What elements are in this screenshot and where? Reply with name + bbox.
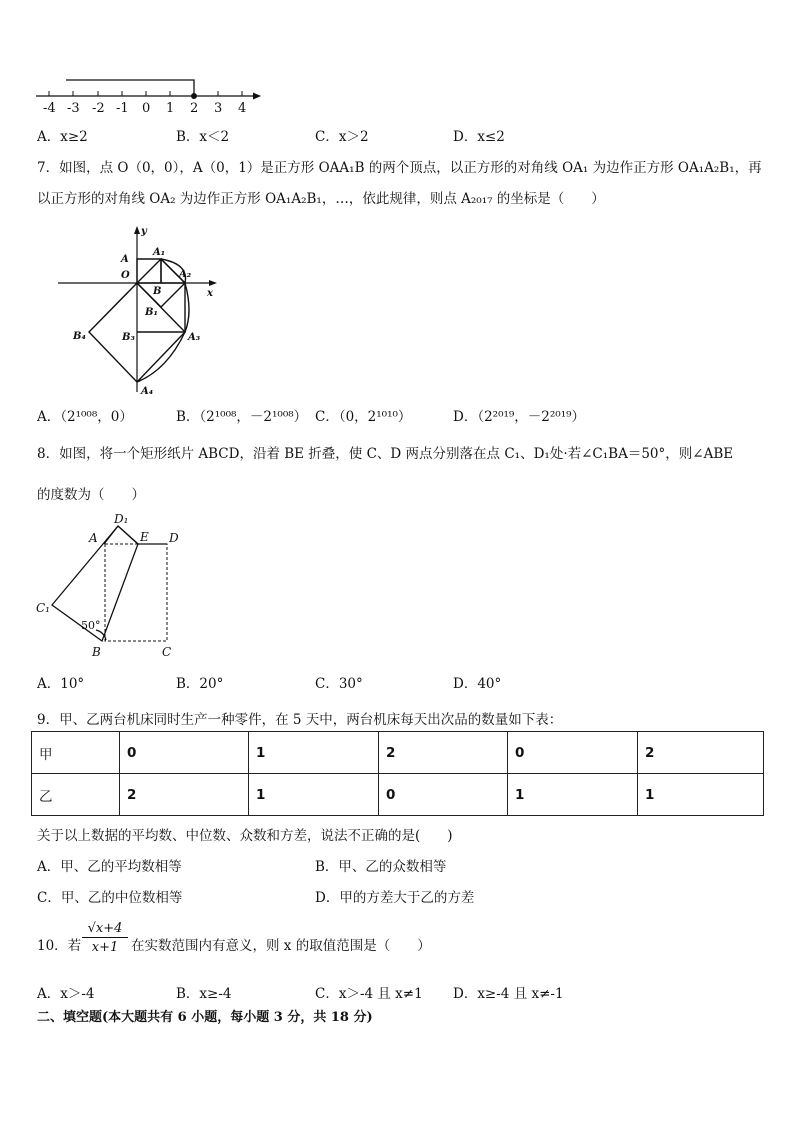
- fig-label: B₃: [122, 332, 135, 343]
- fig-label: C₁: [36, 601, 50, 615]
- q9-defect-table: [31, 731, 764, 816]
- q10-choice-b[interactable]: B．x≥-4: [176, 986, 232, 1002]
- q7-square-spiral-figure: [55, 222, 225, 402]
- tick-label: 3: [214, 101, 223, 114]
- q10-choice-d[interactable]: D．x≥-4 且 x≠-1: [453, 986, 564, 1002]
- q9-choice-d[interactable]: D．甲的方差大于乙的方差: [315, 890, 475, 906]
- q7-stem-line2: 以正方形的对角线 OA₂ 为边作正方形 OA₁A₂B₁，…，依此规律，则点 A₂₀₁₇ 的坐标是（ ）: [37, 191, 605, 207]
- table-cell: 2: [120, 774, 249, 816]
- fig-label: A₃: [188, 332, 201, 343]
- fig-label: A: [121, 254, 129, 265]
- q8-stem-line2: 的度数为（ ）: [37, 487, 145, 503]
- tick-label: -2: [92, 101, 105, 114]
- q10-choice-a[interactable]: A．x＞-4: [37, 986, 95, 1002]
- table-cell: 1: [249, 732, 379, 774]
- q10-prefix: 10．若: [37, 938, 82, 954]
- table-cell: 1: [249, 774, 379, 816]
- q10-suffix: 在实数范围内有意义，则 x 的取值范围是（ ）: [131, 938, 431, 954]
- q7-stem-line1: 7．如图，点 O（0，0），A（0，1）是正方形 OAA₁B 的两个顶点，以正方形的对角线 OA₁ 为边作正方形 OA₁A₂B₁，再: [37, 160, 762, 176]
- table-row: [32, 774, 764, 816]
- table-cell: 0: [120, 732, 249, 774]
- tick-label: 1: [166, 101, 175, 114]
- table-cell: 2: [638, 732, 764, 774]
- table-cell: 1: [638, 774, 764, 816]
- tick-label: 4: [238, 101, 247, 114]
- fig-label: B: [92, 645, 101, 659]
- fig-label: A₂: [179, 269, 192, 280]
- q9-choice-b[interactable]: B．甲、乙的众数相等: [315, 859, 447, 875]
- tick-label: -1: [116, 101, 129, 114]
- q8-choice-a[interactable]: A．10°: [37, 676, 85, 692]
- fig-label: C: [162, 645, 172, 659]
- q6-choice-a[interactable]: A．x≥2: [37, 129, 88, 145]
- section-heading: 二、填空题(本大题共有 6 小题，每小题 3 分，共 18 分): [37, 1010, 373, 1025]
- q10-choice-c[interactable]: C．x＞-4 且 x≠1: [315, 986, 423, 1002]
- table-cell: 1: [508, 774, 638, 816]
- fig-label: B: [153, 286, 162, 297]
- q9-question: 关于以上数据的平均数、中位数、众数和方差，说法不正确的是( ): [37, 828, 453, 844]
- fig-label: y: [141, 226, 147, 237]
- q9-choice-a[interactable]: A．甲、乙的平均数相等: [37, 859, 182, 875]
- table-row: [32, 732, 764, 774]
- fig-label: O: [121, 270, 130, 281]
- q7-choice-d[interactable]: D．（2²⁰¹⁹，－2²⁰¹⁹）: [453, 409, 586, 425]
- q8-choice-d[interactable]: D．40°: [453, 676, 502, 692]
- fig-label: A₄: [141, 386, 154, 397]
- q6-choice-c[interactable]: C．x＞2: [315, 129, 369, 145]
- q10-numerator: √x+4: [82, 921, 128, 938]
- fig-label: 50°: [81, 619, 101, 632]
- q7-choice-a[interactable]: A．（2¹⁰⁰⁸，0）: [37, 409, 133, 425]
- table-cell: 0: [508, 732, 638, 774]
- tick-label: 2: [190, 101, 199, 114]
- fig-label: A₁: [153, 247, 166, 258]
- q9-intro: 9．甲、乙两台机床同时生产一种零件，在 5 天中，两台机床每天出次品的数量如下表：: [37, 712, 563, 728]
- tick-label: -4: [43, 101, 56, 114]
- q10-fraction: [82, 921, 128, 955]
- table-cell: 乙: [32, 774, 120, 816]
- tick-label: 0: [142, 101, 151, 114]
- q7-choice-b[interactable]: B．（2¹⁰⁰⁸，－2¹⁰⁰⁸）: [176, 409, 308, 425]
- fig-label: x: [207, 288, 213, 299]
- q10-denominator: x+1: [91, 940, 119, 955]
- table-cell: 2: [379, 732, 508, 774]
- fig-label: B₁: [145, 307, 158, 318]
- tick-label: -3: [67, 101, 80, 114]
- q8-choice-c[interactable]: C．30°: [315, 676, 363, 692]
- q8-stem-line1: 8．如图，将一个矩形纸片 ABCD，沿着 BE 折叠，使 C、D 两点分别落在点 C₁、D₁处·若∠C₁BA＝50°，则∠ABE: [37, 446, 734, 462]
- q8-folding-figure: [32, 510, 192, 665]
- q9-choice-c[interactable]: C．甲、乙的中位数相等: [37, 890, 183, 906]
- table-cell: 甲: [32, 732, 120, 774]
- fig-label: B₄: [73, 331, 86, 342]
- number-line-figure: [30, 72, 265, 114]
- q7-choice-c[interactable]: C．（0，2¹⁰¹⁰）: [315, 409, 412, 425]
- q8-choice-b[interactable]: B．20°: [176, 676, 224, 692]
- fig-label: D: [169, 531, 179, 545]
- fig-label: E: [140, 530, 149, 544]
- q6-choice-b[interactable]: B．x＜2: [176, 129, 230, 145]
- table-cell: 0: [379, 774, 508, 816]
- q6-choice-d[interactable]: D．x≤2: [453, 129, 505, 145]
- fig-label: D₁: [114, 512, 129, 526]
- fig-label: A: [89, 531, 98, 545]
